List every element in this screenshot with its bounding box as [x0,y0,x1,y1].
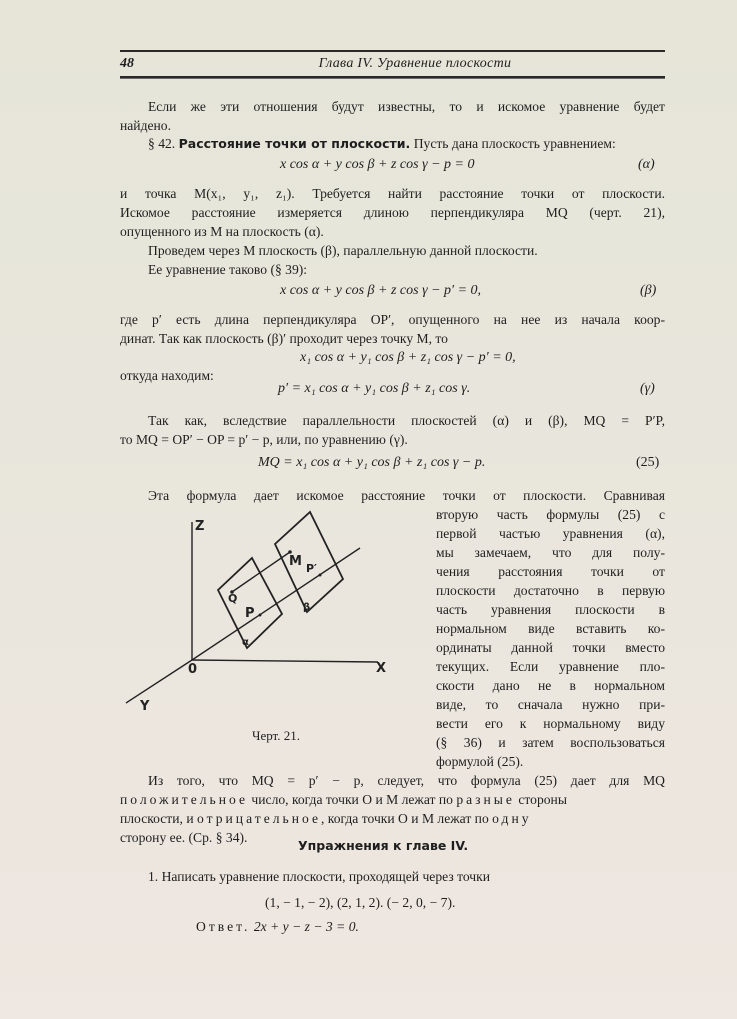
figure-caption: Черт. 21. [252,728,301,743]
emphasis-negative: отрицательное [197,811,321,826]
figure-21-diagram [100,500,420,720]
equation-25: MQ = x₁ cos α + y₁ cos β + z₁ cos γ − p. [258,455,486,470]
wrap-line: чения расстояния точки от [436,564,665,579]
label-m: M [289,554,302,569]
wrap-line: часть уравнения плоскости в [436,602,665,617]
wrap-line: нормальном виде вставить ко- [436,621,665,636]
wrap-line: виде, то сначала нужно при- [436,697,665,712]
paragraph-line: сторону ее. (Ср. § 34). [120,830,248,845]
paragraph-line: то MQ = OP′ − OP = p′ − p, или, по уравнению (γ). [120,432,408,447]
equation-beta: x cos α + y cos β + z cos γ − p′ = 0, [280,283,482,298]
wrap-line: вести его к нормальному виду [436,716,665,731]
label-p-prime: P′ [306,562,317,575]
equation-label: (25) [636,455,660,470]
label-q: Q [228,592,238,605]
label-alpha: α [242,637,249,648]
header-rule-top [120,50,665,52]
answer-formula: 2x + y − z − 3 = 0. [253,919,359,934]
y-axis [126,660,192,703]
wrap-line: текущих. Если уравнение пло- [436,659,665,674]
equation-label: (α) [638,157,655,172]
paragraph-line: и точка M(x₁, y₁, z₁). Требуется найти расстояние точки от плоскости. [120,186,665,201]
text-span: число, когда точки O и M лежат по [248,792,457,807]
section-number: § 42. [148,136,176,151]
paragraph-line: найдено. [120,118,172,133]
wrap-line: (§ 36) и затем воспользоваться [436,735,665,750]
exercise-1-answer [196,917,359,936]
paragraph-line: Ее уравнение таково (§ 39): [148,262,308,277]
paragraph-line: откуда находим: [120,368,214,383]
wrap-line: первой частью уравнения (α), [436,526,665,541]
label-y: Y [140,699,150,714]
wrap-line: мы замечаем, что для полу- [436,545,665,560]
running-title: Глава IV. Уравнение плоскости [318,56,512,71]
paragraph-line: Искомое расстояние измеряется длиною перпендикуляра MQ (черт. 21), [120,205,665,220]
wrap-line: вторую часть формулы (25) с [436,507,665,522]
label-origin: 0 [188,662,198,677]
label-x: X [376,661,387,676]
label-z: Z [195,519,205,534]
paragraph-line: Эта формула дает искомое расстояние точки от плоскости. Сравнивая [148,488,665,503]
section-title: Расстояние точки от плоскости. [178,136,411,151]
label-p: P [245,606,255,621]
paragraph-line: Если же эти отношения будут известны, то и искомое уравнение будет [148,99,665,114]
perpendicular-mq [232,552,290,592]
emphasis-positive: положительное [120,792,249,807]
paragraph-line: динат. Так как плоскость (β)′ проходит через точку M, то [120,331,448,346]
wrap-line: формулой (25). [436,754,524,769]
exercise-1-text: 1. Написать уравнение плоскости, проходящей через точки [148,869,491,884]
page-number: 48 [120,56,134,71]
header-rule-bottom [120,76,665,79]
label-beta: β [303,602,311,613]
equation-gamma: p′ = x₁ cos α + y₁ cos β + z₁ cos γ. [278,381,471,396]
text-span: стороны [514,792,567,807]
wrap-line: скости дано не в нормальном [436,678,665,693]
wrap-line: ординаты данной точки вместо [436,640,665,655]
paragraph-line: опущенного из M на плоскость (α). [120,224,324,239]
exercise-1-points: (1, − 1, − 2), (2, 1, 2). (− 2, 0, − 7). [265,895,456,910]
equation-label: (γ) [640,381,655,396]
paragraph-line [120,809,665,828]
paragraph-line [120,790,665,809]
equation-label: (β) [640,283,657,298]
paragraph-line: Из того, что MQ = p′ − p, следует, что формула (25) дает для MQ [148,773,665,788]
equation-through-m: x₁ cos α + y₁ cos β + z₁ cos γ − p′ = 0, [300,350,516,365]
wrap-line: плоскости достаточно в первую [436,583,665,598]
paragraph-line: Так как, вследствие параллельности плоскостей (α) и (β), MQ = P′P, [148,413,665,428]
paragraph-line: где p′ есть длина перпендикуляра OP′, опущенного на нее из начала коор- [120,312,665,327]
paragraph-line: Проведем через M плоскость (β), параллельную данной плоскости. [148,243,538,258]
emphasis-different: разные [456,792,515,807]
section-heading-line [148,134,665,153]
text-span: плоскости, и [120,811,197,826]
x-axis [192,660,378,662]
exercises-heading: Упражнения к главе IV. [298,838,469,853]
text-span: , когда точки O и M лежат по [320,811,493,826]
answer-label: Ответ. [196,919,251,934]
equation-alpha: x cos α + y cos β + z cos γ − p = 0 [280,157,475,172]
emphasis-same: одну [492,811,532,826]
section-lead: Пусть дана плоскость уравнением: [413,136,616,151]
